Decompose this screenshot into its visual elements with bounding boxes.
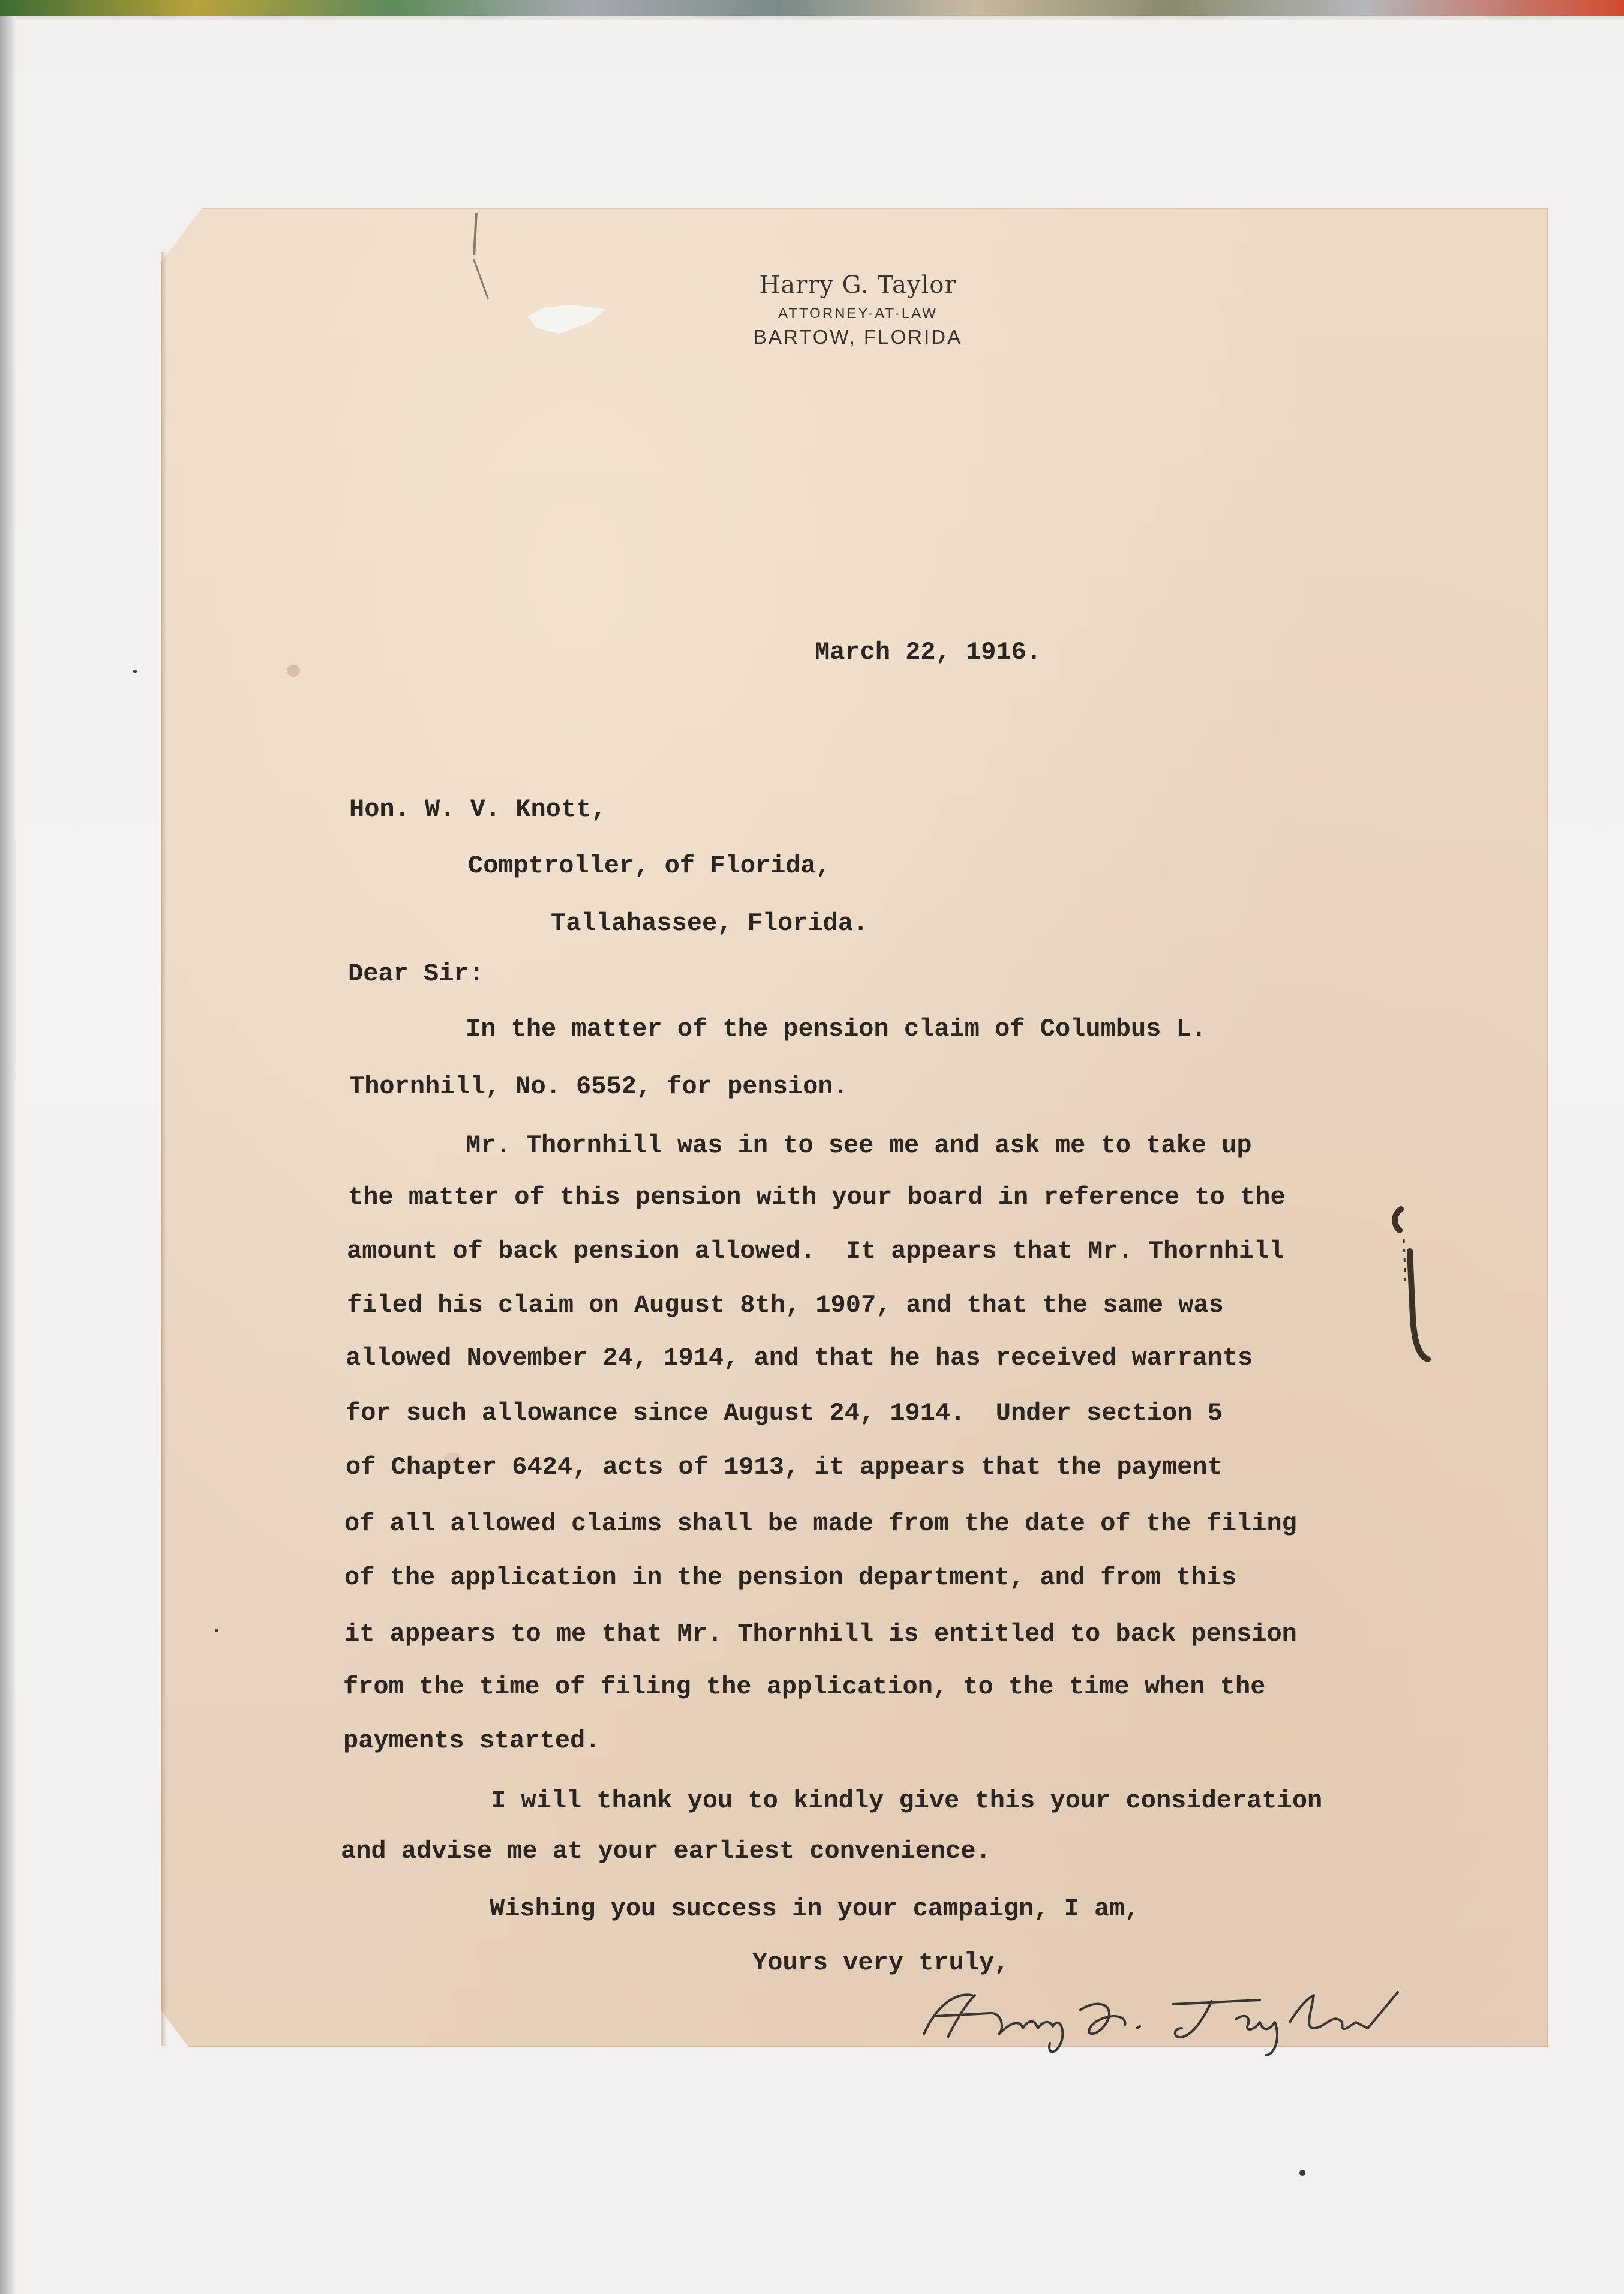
body-line: allowed November 24, 1914, and that he has received warrants (346, 1344, 1253, 1372)
salutation: Dear Sir: (348, 959, 484, 988)
body-line: In the matter of the pension claim of Columbus L. (466, 1015, 1207, 1043)
scanner-color-strip (0, 0, 1624, 16)
body-line: of the application in the pension department, and from this (344, 1563, 1237, 1592)
paper-stain (287, 665, 300, 677)
body-line: Thornhill, No. 6552, for pension. (349, 1072, 848, 1101)
body-line: I will thank you to kindly give this your consideration (491, 1786, 1323, 1815)
body-line: and advise me at your earliest convenience. (341, 1837, 991, 1866)
letterhead-city: BARTOW, FLORIDA (753, 326, 963, 348)
body-line: Wishing you success in your campaign, I am, (490, 1894, 1140, 1923)
body-line: Mr. Thornhill was in to see me and ask me to take up (466, 1131, 1252, 1160)
dust-speck (1299, 2170, 1305, 2176)
body-line: it appears to me that Mr. Thornhill is entitled to back pension (344, 1620, 1297, 1648)
recipient-line-1: Hon. W. V. Knott, (349, 795, 607, 824)
body-line: for such allowance since August 24, 1914. Under section 5 (346, 1399, 1223, 1428)
signature (900, 1971, 1440, 2061)
letterhead (696, 269, 1020, 350)
letter-paper (161, 208, 1548, 2047)
body-line: of Chapter 6424, acts of 1913, it appears that the payment (346, 1453, 1223, 1482)
recipient-line-3: Tallahassee, Florida. (551, 909, 869, 938)
dust-speck (215, 1629, 218, 1632)
body-line: of all allowed claims shall be made from the date of the filing (344, 1509, 1297, 1538)
letterhead-title: ATTORNEY-AT-LAW (778, 305, 938, 322)
recipient-line-2: Comptroller, of Florida, (468, 851, 831, 880)
scanner-left-edge (0, 16, 16, 2294)
dust-speck (133, 670, 137, 673)
body-line: payments started. (343, 1726, 601, 1755)
scanner-edge (0, 16, 1624, 20)
body-line: from the time of filing the application, to the time when the (343, 1672, 1266, 1701)
body-line: amount of back pension allowed. It appears that Mr. Thornhill (347, 1237, 1284, 1266)
paperclip-shadow (1389, 1203, 1431, 1383)
body-line: the matter of this pension with your board in reference to the (348, 1183, 1286, 1212)
body-line: filed his claim on August 8th, 1907, and that the same was (347, 1291, 1224, 1320)
closing: Yours very truly, (752, 1948, 1010, 1977)
paper-edge-shadow (161, 252, 167, 2046)
letter-date: March 22, 1916. (815, 638, 1042, 667)
letterhead-name: Harry G. Taylor (759, 271, 957, 299)
